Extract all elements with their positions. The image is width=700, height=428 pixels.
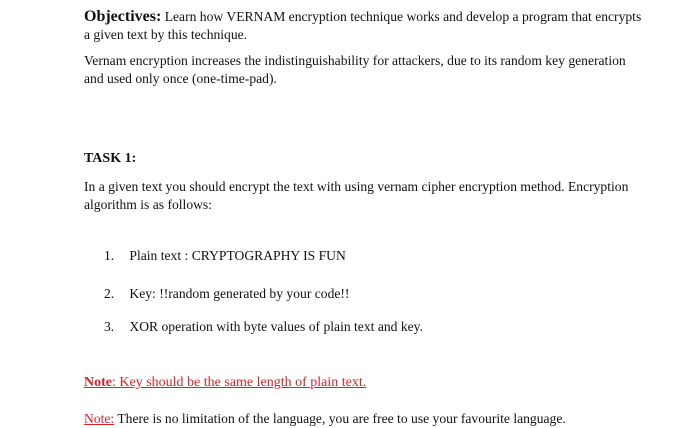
note-label: Note:: [84, 411, 115, 426]
objectives-paragraph: [84, 8, 644, 44]
list-item-number: 3.: [104, 319, 115, 334]
objectives-heading: Objectives:: [84, 8, 162, 25]
list-item-number: 2.: [104, 286, 115, 301]
objectives-text: Learn how VERNAM encryption technique works and develop a program that encrypts a given text by this technique.: [84, 9, 642, 42]
list-item-text: Plain text : CRYPTOGRAPHY IS FUN: [129, 248, 346, 263]
note-text: : Key should be the same length of plain text.: [112, 375, 367, 390]
list-item: [104, 319, 423, 335]
note-text: There is no limitation of the language, you are free to use your favourite language.: [114, 411, 566, 426]
task-description: In a given text you should encrypt the text with using vernam cipher encryption method. Encryption algorithm is as follows:: [84, 179, 629, 212]
list-item: [104, 248, 346, 264]
list-item: [104, 286, 349, 302]
list-item-number: 1.: [104, 248, 115, 263]
vernam-paragraph: Vernam encryption increases the indistinguishability for attackers, due to its random key generation and used only once (one-time-pad).: [84, 53, 626, 86]
language-note: [84, 410, 644, 428]
list-item-text: XOR operation with byte values of plain text and key.: [129, 319, 423, 334]
key-length-note: [84, 374, 644, 392]
task-title: TASK 1:: [84, 151, 137, 166]
list-item-text: Key: !!random generated by your code!!: [129, 286, 350, 301]
note-label: Note: [84, 375, 112, 390]
